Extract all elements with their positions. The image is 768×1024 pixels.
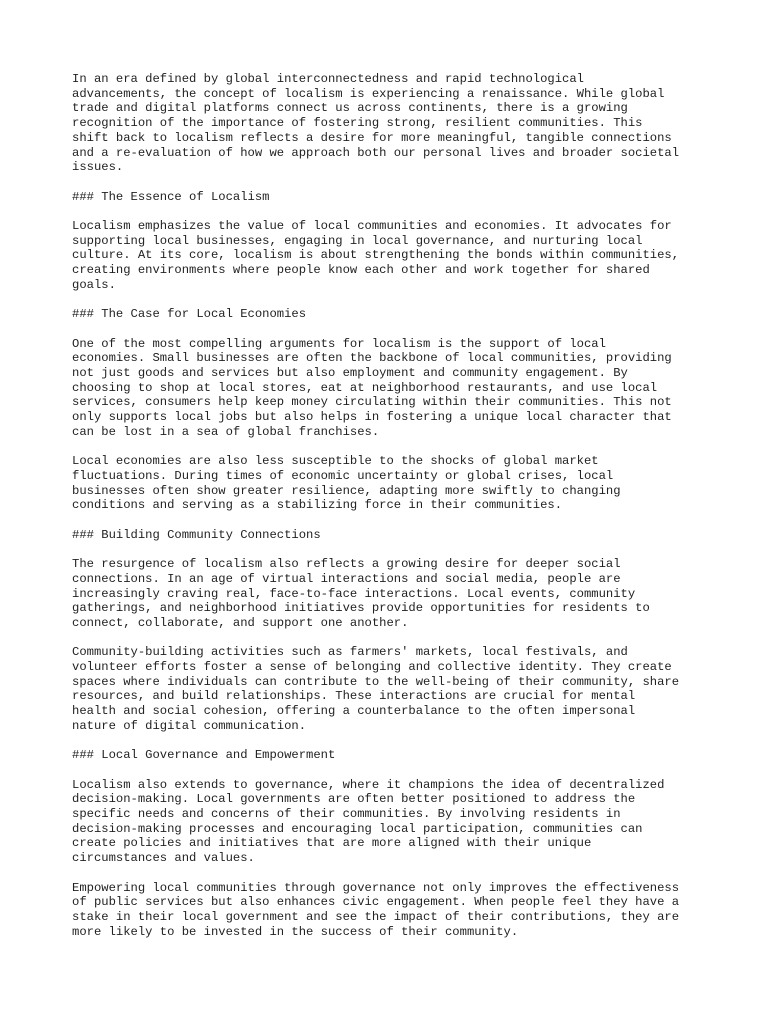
paragraph-essence: Localism emphasizes the value of local communities and economies. It advocates for supporting local businesses, engaging in local governance, and nurturing local culture. At its core, localism is about strengthening the bonds within communities, creating environments where people know each other and work together for shared goals. — [72, 219, 680, 292]
paragraph-local-economies-2: Local economies are also less susceptible to the shocks of global market fluctuations. During times of economic uncertainty or global crises, local businesses often show greater resilience, adapting more swiftly to changing conditions and serving as a stabilizing force in their communities. — [72, 454, 621, 513]
intro-paragraph: In an era defined by global interconnectedness and rapid technological advancements, the concept of localism is experiencing a renaissance. While global trade and digital platforms connect us across continents, there is a growing recognition of the importance of fostering strong, resilient communities. This shift back to localism reflects a desire for more meaningful, tangible connections and a re-evaluation of how we approach both our personal lives and broader societal issues. — [72, 72, 680, 175]
paragraph-community-connections-2: Community-building activities such as farmers' markets, local festivals, and volunteer efforts foster a sense of belonging and collective identity. They create spaces where individuals can contribute to the well-being of their community, share resources, and build relationships. These interactions are crucial for mental health and social cohesion, offering a counterbalance to the often impersonal nature of digital communication. — [72, 645, 680, 733]
paragraph-local-economies-1: One of the most compelling arguments for localism is the support of local economies. Small businesses are often the backbone of local communities, providing not just goods and services but also employment and community engagement. By choosing to shop at local stores, eat at neighborhood restaurants, and use local services, consumers help keep money circulating within their communities. This not only supports local jobs but also helps in fostering a unique local character that can be lost in a sea of global franchises. — [72, 336, 672, 439]
section-heading-essence: ### The Essence of Localism — [72, 189, 270, 204]
section-heading-community-connections: ### Building Community Connections — [72, 527, 321, 542]
section-heading-local-governance: ### Local Governance and Empowerment — [72, 748, 336, 763]
paragraph-local-governance-2: Empowering local communities through governance not only improves the effectiveness of public services but also enhances civic engagement. When people feel they have a stake in their local government and see the impact of their contributions, they are more likely to be invested in the success of their community. — [72, 880, 680, 939]
paragraph-community-connections-1: The resurgence of localism also reflects a growing desire for deeper social connections. In an age of virtual interactions and social media, people are increasingly craving real, face-to-face interactions. Local events, community gatherings, and neighborhood initiatives provide opportunities for residents to connect, collaborate, and support one another. — [72, 557, 650, 630]
section-heading-local-economies: ### The Case for Local Economies — [72, 307, 307, 322]
paragraph-local-governance-1: Localism also extends to governance, where it champions the idea of decentralized decision-making. Local governments are often better positioned to address the specific needs and concerns of their communities. By involving residents in decision-making processes and encouraging local participation, communities can create policies and initiatives that are more aligned with their unique circumstances and values. — [72, 777, 665, 866]
document-page — [72, 72, 712, 954]
